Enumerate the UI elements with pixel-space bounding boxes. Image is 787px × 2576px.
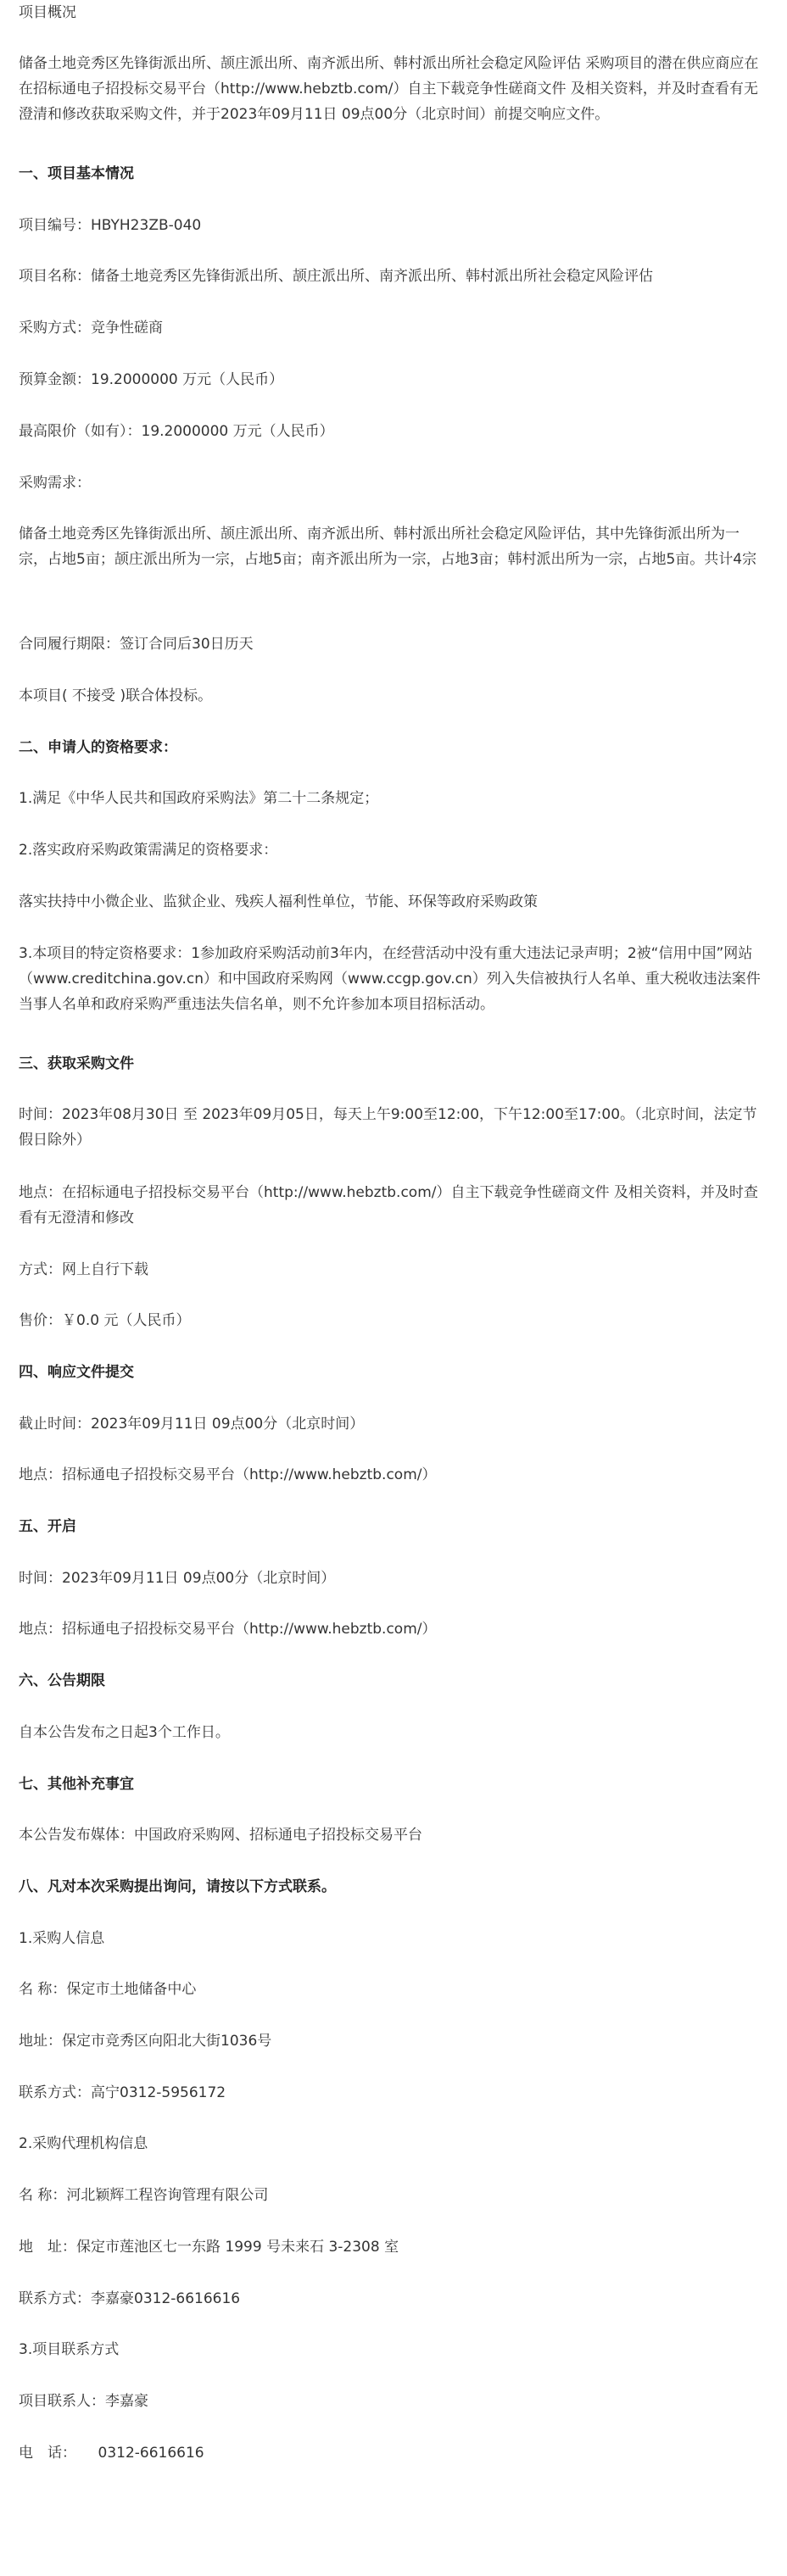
section-heading-opening: 五、开启 xyxy=(19,1518,76,1535)
agency-address: 地 址：保定市莲池区七一东路 1999 号未来石 3-2308 室 xyxy=(19,2239,399,2256)
section-heading-other-matters: 七、其他补充事宜 xyxy=(19,1776,134,1793)
submission-deadline: 截止时间：2023年09月11日 09点00分（北京时间） xyxy=(19,1416,365,1433)
section-heading-contacts: 八、凡对本次采购提出询问，请按以下方式联系。 xyxy=(19,1878,336,1895)
section-heading-basic-info: 一、项目基本情况 xyxy=(19,165,134,182)
overview-title: 项目概况 xyxy=(19,4,76,21)
overview-intro: 储备土地竞秀区先锋街派出所、颉庄派出所、南齐派出所、韩村派出所社会稳定风险评估 采购项目的潜在供应商应在在招标通电子招投标交易平台（http://www.hebztb.com/）自主下载竞争性磋商文件 及相关资料，并及时查看有无澄清和修改获取采购文件，并于2023年09月11日 09点00分（北京时间）前提交响应文件。 xyxy=(19,55,759,123)
obtain-time: 时间：2023年08月30日 至 2023年09月05日，每天上午9:00至12:00，下午12:00至17:00。（北京时间，法定节假日除外） xyxy=(19,1106,757,1149)
qualification-item-2-detail: 落实扶持中小微企业、监狱企业、残疾人福利性单位，节能、环保等政府采购政策 xyxy=(19,893,538,910)
agency-contact: 联系方式：李嘉豪0312-6616616 xyxy=(19,2290,241,2307)
procurement-method: 采购方式：竞争性磋商 xyxy=(19,320,163,337)
section-heading-qualifications: 二、申请人的资格要求： xyxy=(19,739,177,756)
qualification-item-1: 1.满足《中华人民共和国政府采购法》第二十二条规定； xyxy=(19,790,379,807)
obtain-price: 售价：￥0.0 元（人民币） xyxy=(19,1312,191,1329)
procurement-demand-text: 储备土地竞秀区先锋街派出所、颉庄派出所、南齐派出所、韩村派出所社会稳定风险评估，其中先锋街派出所为一宗，占地5亩；颉庄派出所为一宗，占地5亩；南齐派出所为一宗，占地3亩；韩村派出所为一宗，占地5亩。共计4宗 xyxy=(19,526,757,568)
section-heading-submission: 四、响应文件提交 xyxy=(19,1364,134,1381)
max-price: 最高限价（如有）：19.2000000 万元（人民币） xyxy=(19,423,334,440)
opening-time: 时间：2023年09月11日 09点00分（北京时间） xyxy=(19,1570,336,1587)
procurement-demand-label: 采购需求： xyxy=(19,475,91,492)
section-heading-notice-period: 六、公告期限 xyxy=(19,1672,105,1689)
purchaser-info-title: 1.采购人信息 xyxy=(19,1930,105,1947)
contract-period: 合同履行期限：签订合同后30日历天 xyxy=(19,636,254,653)
qualification-item-3: 3.本项目的特定资格要求：1参加政府采购活动前3年内，在经营活动中没有重大违法记录声明；2被“信用中国”网站（www.creditchina.gov.cn）和中国政府采购网（www.ccgp.gov.cn）列入失信被执行人名单、重大税收违法案件当事人名单和政府采购严重违法失信名单，则不允许参加本项目招标活动。 xyxy=(19,945,761,1013)
obtain-method: 方式：网上自行下载 xyxy=(19,1261,148,1278)
purchaser-address: 地址：保定市竞秀区向阳北大街1036号 xyxy=(19,2033,272,2050)
budget-amount: 预算金额：19.2000000 万元（人民币） xyxy=(19,371,284,388)
project-contact-title: 3.项目联系方式 xyxy=(19,2341,120,2358)
section-heading-obtain-documents: 三、获取采购文件 xyxy=(19,1055,134,1072)
agency-name: 名 称：河北颖辉工程咨询管理有限公司 xyxy=(19,2187,269,2204)
purchaser-contact: 联系方式：高宁0312-5956172 xyxy=(19,2084,226,2101)
opening-place: 地点：招标通电子招投标交易平台（http://www.hebztb.com/） xyxy=(19,1621,437,1638)
submission-place: 地点：招标通电子招投标交易平台（http://www.hebztb.com/） xyxy=(19,1466,437,1483)
project-name: 项目名称：储备土地竞秀区先锋街派出所、颉庄派出所、南齐派出所、韩村派出所社会稳定风险评估 xyxy=(19,268,653,285)
purchaser-name: 名 称：保定市土地储备中心 xyxy=(19,1981,197,1998)
other-matters-text: 本公告发布媒体：中国政府采购网、招标通电子招投标交易平台 xyxy=(19,1827,422,1844)
project-number: 项目编号：HBYH23ZB-040 xyxy=(19,217,202,234)
project-contact-phone: 电 话： 0312-6616616 xyxy=(19,2445,204,2462)
obtain-place: 地点：在招标通电子招投标交易平台（http://www.hebztb.com/）自主下载竞争性磋商文件 及相关资料，并及时查看有无澄清和修改 xyxy=(19,1184,758,1227)
notice-period-text: 自本公告发布之日起3个工作日。 xyxy=(19,1724,230,1741)
project-contact-person: 项目联系人：李嘉豪 xyxy=(19,2393,148,2410)
consortium-note: 本项目( 不接受 )联合体投标。 xyxy=(19,687,213,704)
qualification-item-2: 2.落实政府采购政策需满足的资格要求： xyxy=(19,842,278,859)
agency-info-title: 2.采购代理机构信息 xyxy=(19,2135,148,2152)
